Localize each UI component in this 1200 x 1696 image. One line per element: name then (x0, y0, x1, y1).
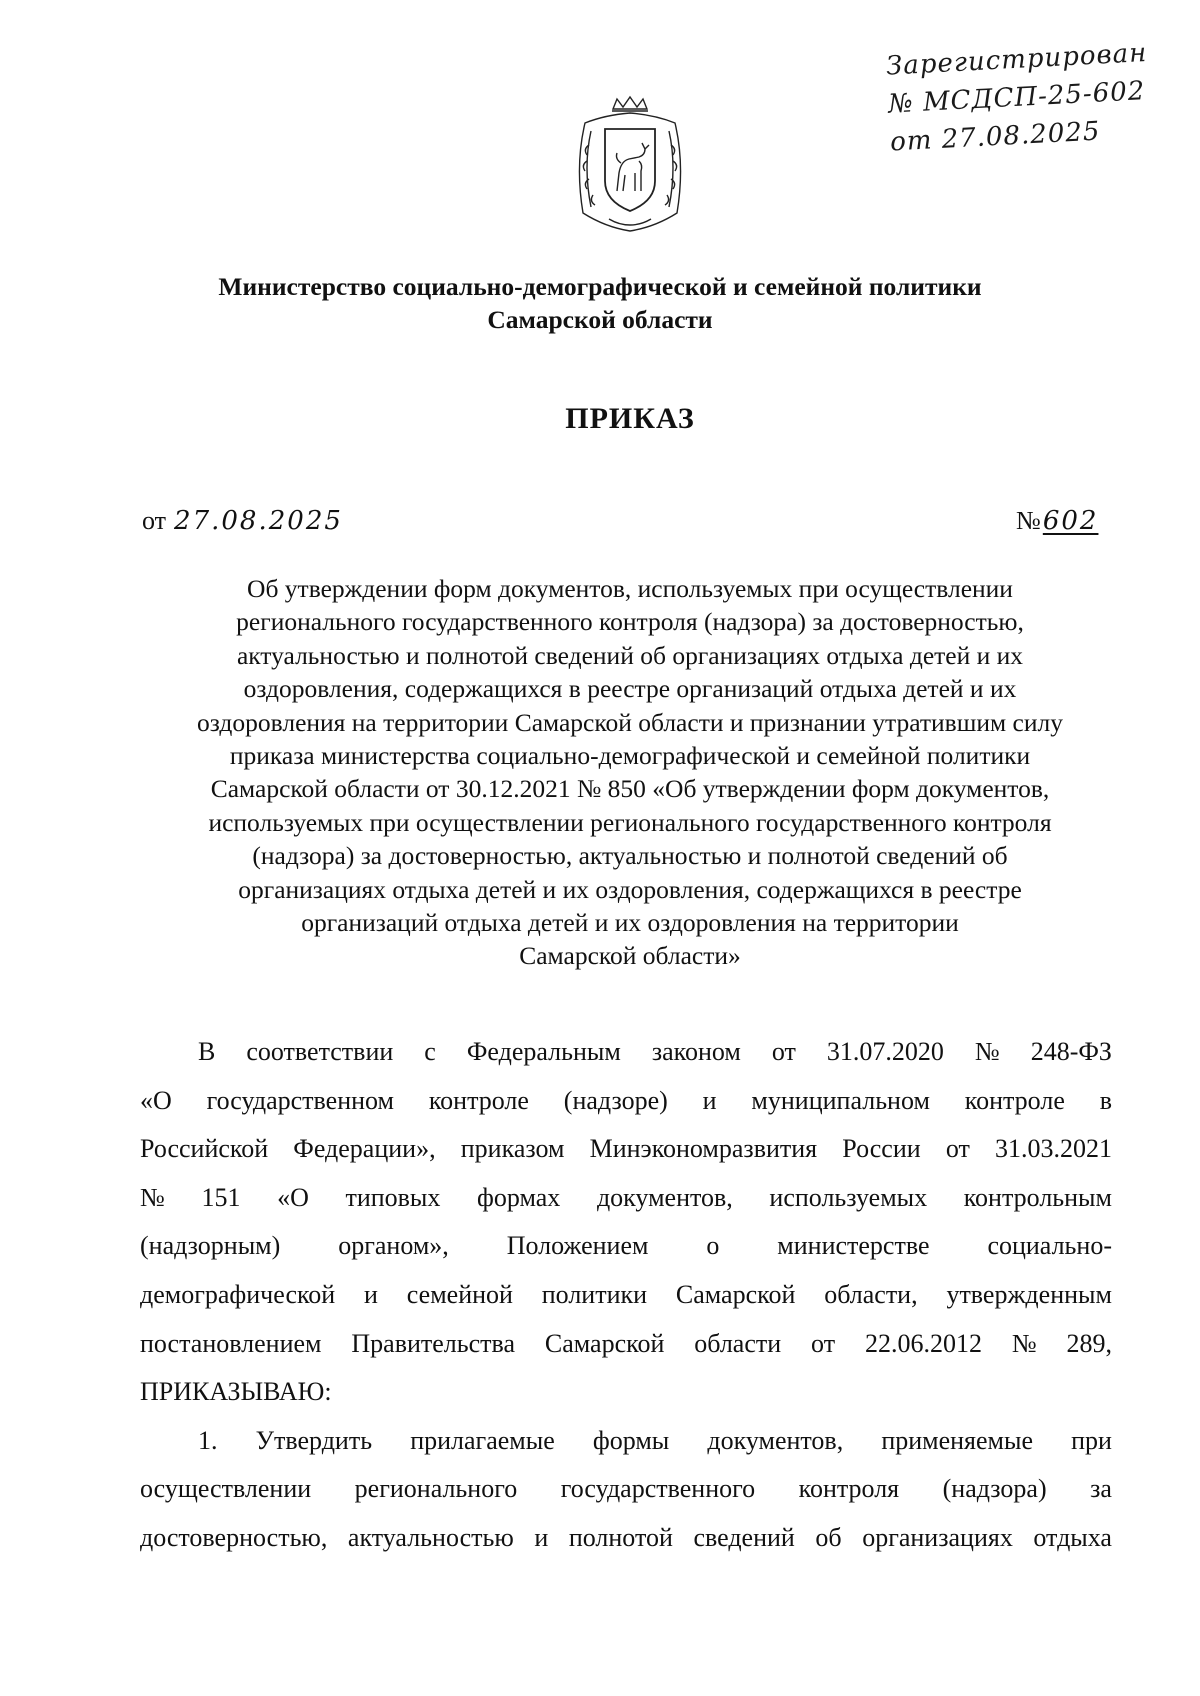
subject-line: оздоровления на территории Самарской области и признании утратившим силу (197, 707, 1063, 737)
body-word: (надзоре) (563, 1085, 668, 1115)
body-word: документов, (596, 1182, 733, 1212)
subject-line: регионального государственного контроля (надзора) за достоверностью, (236, 607, 1024, 637)
body-word: от (771, 1037, 796, 1066)
body-word: муниципальном (751, 1085, 930, 1115)
ministry-name (0, 270, 1200, 336)
body-word: регионального (354, 1474, 518, 1504)
date-value: 27.08.2025 (174, 506, 343, 536)
registration-line: Зарегистрирован (885, 37, 1148, 82)
body-word: Федеральным (466, 1037, 621, 1066)
body-line (140, 1077, 1112, 1126)
body-word: 289, (1066, 1328, 1112, 1358)
body-word: В (198, 1037, 216, 1066)
ministry-line: Самарской области (487, 305, 713, 334)
body-word: (надзора) (942, 1474, 1047, 1504)
samara-coat-of-arms-icon (565, 95, 695, 235)
body-word: области (694, 1328, 782, 1358)
body-word: 22.06.2012 (864, 1328, 982, 1358)
number-value: 602 (1042, 506, 1099, 536)
order-date (142, 506, 343, 536)
body-word: утвержденным (946, 1279, 1112, 1309)
order-subject (140, 572, 1120, 973)
body-word: актуальностью (347, 1522, 514, 1552)
body-word: 248-ФЗ (1030, 1037, 1112, 1066)
body-line (140, 1028, 1112, 1077)
body-word: контрольным (963, 1182, 1112, 1212)
body-word: осуществлении (140, 1474, 312, 1504)
body-word: контроле (964, 1085, 1065, 1115)
number-prefix: № (1016, 506, 1041, 535)
body-word: при (1071, 1425, 1112, 1455)
body-word: отдыха (1033, 1522, 1112, 1552)
body-word: используемых (769, 1182, 928, 1212)
body-word: приказом (460, 1134, 565, 1164)
date-prefix: от (142, 506, 167, 535)
order-body (140, 1028, 1112, 1563)
order-number (1016, 506, 1098, 536)
body-word: об (815, 1522, 842, 1552)
subject-line: Об утверждении форм документов, используемых при осуществлении (247, 574, 1013, 603)
body-word: 1. (198, 1425, 218, 1455)
subject-line: организациях отдыха детей и их оздоровления, содержащихся в реестре (238, 874, 1022, 904)
body-word: о (706, 1231, 720, 1261)
subject-line: (надзора) за достоверностью, актуальностью и полнотой сведений об (252, 841, 1008, 871)
subject-line: организаций отдыха детей и их оздоровления на территории (301, 908, 959, 938)
body-line (140, 1320, 1112, 1369)
body-word: контроле (428, 1085, 529, 1115)
body-word: 31.03.2021 (995, 1134, 1112, 1164)
body-word: за (1090, 1474, 1112, 1504)
body-line (140, 1174, 1112, 1223)
body-word: в (1099, 1085, 1112, 1115)
body-word: области, (824, 1279, 918, 1309)
body-word: типовых (345, 1182, 441, 1212)
body-line (140, 1465, 1112, 1514)
body-word: организациях (862, 1522, 1013, 1552)
document-type-title: ПРИКАЗ (565, 402, 695, 435)
body-word: Самарской (544, 1328, 665, 1358)
body-word: № (140, 1182, 165, 1212)
body-word: (надзорным) (140, 1231, 281, 1261)
subject-line: актуальностью и полнотой сведений об организациях отдыха детей и их (236, 640, 1024, 670)
body-line (140, 1125, 1112, 1174)
body-word: политики (541, 1279, 648, 1309)
body-word: постановлением (140, 1328, 322, 1358)
body-word: законом (651, 1037, 741, 1066)
body-word: государственного (560, 1474, 756, 1504)
body-word: Федерации», (293, 1134, 436, 1164)
body-word: и (364, 1279, 378, 1309)
body-word: семейной (406, 1279, 513, 1309)
body-line (140, 1271, 1112, 1320)
body-line (140, 1514, 1112, 1563)
registration-handwritten-note (885, 32, 1181, 161)
subject-line: Самарской области» (519, 941, 741, 971)
body-word: контроля (798, 1474, 900, 1504)
subject-line: оздоровления, содержащихся в реестре организаций отдыха детей и их (243, 674, 1017, 704)
body-word: сведений (693, 1522, 795, 1552)
body-word: 31.07.2020 (826, 1037, 944, 1066)
body-word: Минэкономразвития (589, 1134, 818, 1164)
body-word: социально- (987, 1231, 1112, 1261)
body-line: ПРИКАЗЫВАЮ: (140, 1377, 332, 1407)
body-word: соответствии (246, 1037, 394, 1066)
body-word: и (702, 1085, 717, 1115)
body-word: от (945, 1134, 970, 1164)
body-word: Российской (140, 1134, 269, 1164)
body-word: государственном (206, 1085, 394, 1115)
body-word: и (534, 1522, 549, 1552)
body-word: № (974, 1037, 1000, 1066)
body-word: полнотой (568, 1522, 673, 1552)
body-word: от (811, 1328, 836, 1358)
body-word: органом», (338, 1231, 449, 1261)
body-word: министерстве (777, 1231, 930, 1261)
registration-line: от 27.08.2025 (889, 116, 1102, 158)
body-line (140, 1417, 1112, 1466)
subject-line: используемых при осуществлении регионального государственного контроля (208, 807, 1052, 837)
body-word: № (1011, 1328, 1037, 1358)
body-word: 151 (201, 1182, 241, 1212)
body-word: с (424, 1037, 436, 1066)
body-word: применяемые (881, 1425, 1034, 1455)
body-line (140, 1222, 1112, 1271)
ministry-line: Министерство социально-демографической и семейной политики (218, 272, 982, 301)
body-word: демографической (140, 1279, 336, 1309)
body-word: Утвердить (255, 1425, 373, 1455)
body-word: прилагаемые (410, 1425, 555, 1455)
body-word: Самарской (675, 1279, 796, 1309)
body-word: «О (277, 1182, 309, 1212)
body-word: достоверностью, (140, 1522, 328, 1552)
body-word: документов, (707, 1425, 844, 1455)
body-word: формы (592, 1425, 670, 1455)
subject-line: приказа министерства социально-демографической и семейной политики (229, 741, 1031, 771)
body-word: России (842, 1134, 921, 1164)
body-word: «О (140, 1085, 172, 1115)
body-word: Положением (506, 1231, 649, 1261)
body-word: Правительства (351, 1328, 516, 1358)
subject-line: Самарской области от 30.12.2021 № 850 «Об утверждении форм документов, (210, 774, 1050, 804)
body-word: формах (477, 1182, 561, 1212)
registration-line: № МСДСП-25-602 (887, 76, 1147, 120)
